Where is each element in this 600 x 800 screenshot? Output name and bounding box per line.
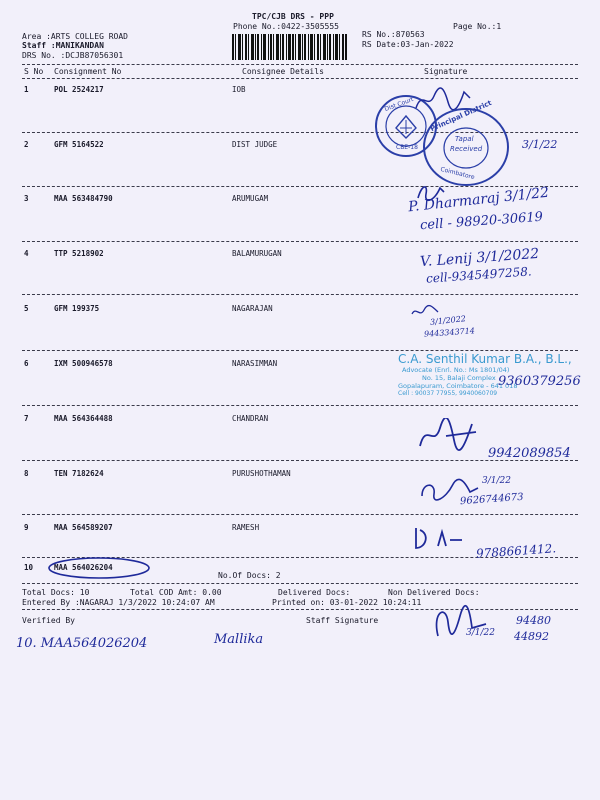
column-consignee: Consignee Details (242, 67, 324, 76)
verified-by: Verified By (22, 616, 75, 625)
row-sno: 9 (24, 523, 29, 532)
handwritten-consignment: 10. MAA564026204 (16, 636, 148, 651)
divider (22, 405, 578, 406)
handwritten-date: 3/1/22 (482, 476, 511, 486)
handwritten-phone: 9360379256 (498, 374, 581, 389)
seal-text: Tapal (455, 135, 474, 143)
row-consignment: IXM 500946578 (54, 359, 113, 368)
row-sno: 2 (24, 140, 29, 149)
row-consignment: GFM 199375 (54, 304, 100, 313)
total-cod: Total COD Amt: 0.00 (130, 588, 222, 597)
row-consignee: IOB (232, 85, 246, 94)
handwritten-phone: 9443343714 (423, 326, 476, 339)
row-sno: 7 (24, 414, 29, 423)
divider (22, 294, 578, 295)
divider (22, 609, 578, 610)
seal-text: Principal District (429, 98, 493, 134)
column-sno: S No (24, 67, 44, 76)
advocate-address: Gopalapuram, Coimbatore - 641 018 (398, 382, 518, 390)
handwritten-name: P. Dharmaraj 3/1/22 (407, 184, 550, 216)
column-signature: Signature (424, 67, 468, 76)
row-sno: 5 (24, 304, 29, 313)
drs-number: DRS No. :DCJB87056301 (22, 51, 124, 60)
no-of-docs: No.Of Docs: 2 (218, 571, 281, 580)
handwritten-phone: 9626744673 (459, 491, 524, 508)
entered-by: Entered By :NAGARAJ 1/3/2022 10:24:07 AM (22, 598, 215, 607)
divider (22, 583, 578, 584)
column-consignment: Consignment No (54, 67, 122, 76)
handwritten-number: 94480 (516, 614, 551, 627)
row-consignment: MAA 564589207 (54, 523, 113, 532)
row-consignee: DIST JUDGE (232, 140, 278, 149)
divider (22, 78, 578, 79)
row-consignee: CHANDRAN (232, 414, 269, 423)
table-row (22, 85, 578, 97)
sheet-title: TPC/CJB DRS - PPP (252, 12, 334, 21)
row-consignment: MAA 564026204 (54, 563, 113, 572)
rs-date: RS Date:03-Jan-2022 (362, 40, 454, 49)
advocate-phone: Cell : 90037 77955, 9940060709 (398, 390, 498, 397)
divider (22, 514, 578, 515)
handwritten-phone: cell - 98920-30619 (419, 209, 544, 234)
handwritten-date: 3/1/2022 (429, 314, 467, 327)
phone-number: Phone No.:0422-3505555 (233, 22, 339, 31)
row-sno: 3 (24, 194, 29, 203)
delivered-docs: Delivered Docs: (278, 588, 351, 597)
handwritten-name: V. Lenij 3/1/2022 (419, 245, 540, 271)
seal-text: Dist Court (383, 96, 415, 113)
handwritten-phone: 9788661412. (475, 541, 557, 561)
row-sno: 4 (24, 249, 29, 258)
advocate-address: No. 15, Balaji Complex (422, 374, 496, 382)
total-docs: Total Docs: 10 (22, 588, 90, 597)
divider (22, 350, 578, 351)
row-sno: 1 (24, 85, 29, 94)
non-delivered-docs: Non Delivered Docs: (388, 588, 480, 597)
divider (22, 241, 578, 242)
advocate-name: C.A. Senthil Kumar B.A., B.L., (398, 352, 572, 366)
circled-consignment-mark (46, 556, 152, 580)
staff-label: Staff :MANIKANDAN (22, 41, 104, 50)
advocate-enrolment: Advocate (Enrl. No.: Ms 1801/04) (402, 366, 510, 374)
table-row (22, 523, 578, 535)
signature-scribble (412, 526, 468, 552)
table-row (22, 304, 578, 316)
staff-signature-label: Staff Signature (306, 616, 379, 625)
row-sno: 8 (24, 469, 29, 478)
row-consignment: MAA 564364488 (54, 414, 113, 423)
signature-scribble (416, 418, 486, 452)
row-consignment: TEN 7182624 (54, 469, 104, 478)
seal-text: CBE-18 (396, 144, 418, 151)
area-label: Area :ARTS COLLEG ROAD (22, 32, 128, 41)
row-consignee: NARASIMMAN (232, 359, 278, 368)
divider (22, 64, 578, 65)
seal-text: Received (450, 145, 483, 153)
row-consignee: RAMESH (232, 523, 260, 532)
row-consignment: TTP 5218902 (54, 249, 104, 258)
rs-number: RS No.:870563 (362, 30, 425, 39)
row-sno: 10 (24, 563, 34, 572)
handwritten-date: 3/1/22 (522, 138, 558, 151)
handwritten-phone: cell-9345497258. (425, 264, 533, 286)
seal-text: Coimbatore (439, 165, 476, 182)
handwritten-phone: 9942089854 (488, 446, 571, 461)
barcode-graphic (232, 34, 347, 60)
row-sno: 6 (24, 359, 29, 368)
row-consignee: ARUMUGAM (232, 194, 269, 203)
printed-on: Printed on: 03-01-2022 10:24:11 (272, 598, 422, 607)
row-consignment: MAA 563484790 (54, 194, 113, 203)
handwritten-number: 44892 (514, 630, 549, 643)
row-consignee: NAGARAJAN (232, 304, 273, 313)
handwritten-date: 3/1/22 (466, 628, 495, 638)
row-consignment: POL 2524217 (54, 85, 104, 94)
handwritten-name: Mallika (214, 632, 264, 647)
row-consignee: PURUSHOTHAMAN (232, 469, 291, 478)
page-number: Page No.:1 (453, 22, 502, 31)
row-consignment: GFM 5164522 (54, 140, 104, 149)
table-row (22, 414, 578, 426)
row-consignee: BALAMURUGAN (232, 249, 282, 258)
